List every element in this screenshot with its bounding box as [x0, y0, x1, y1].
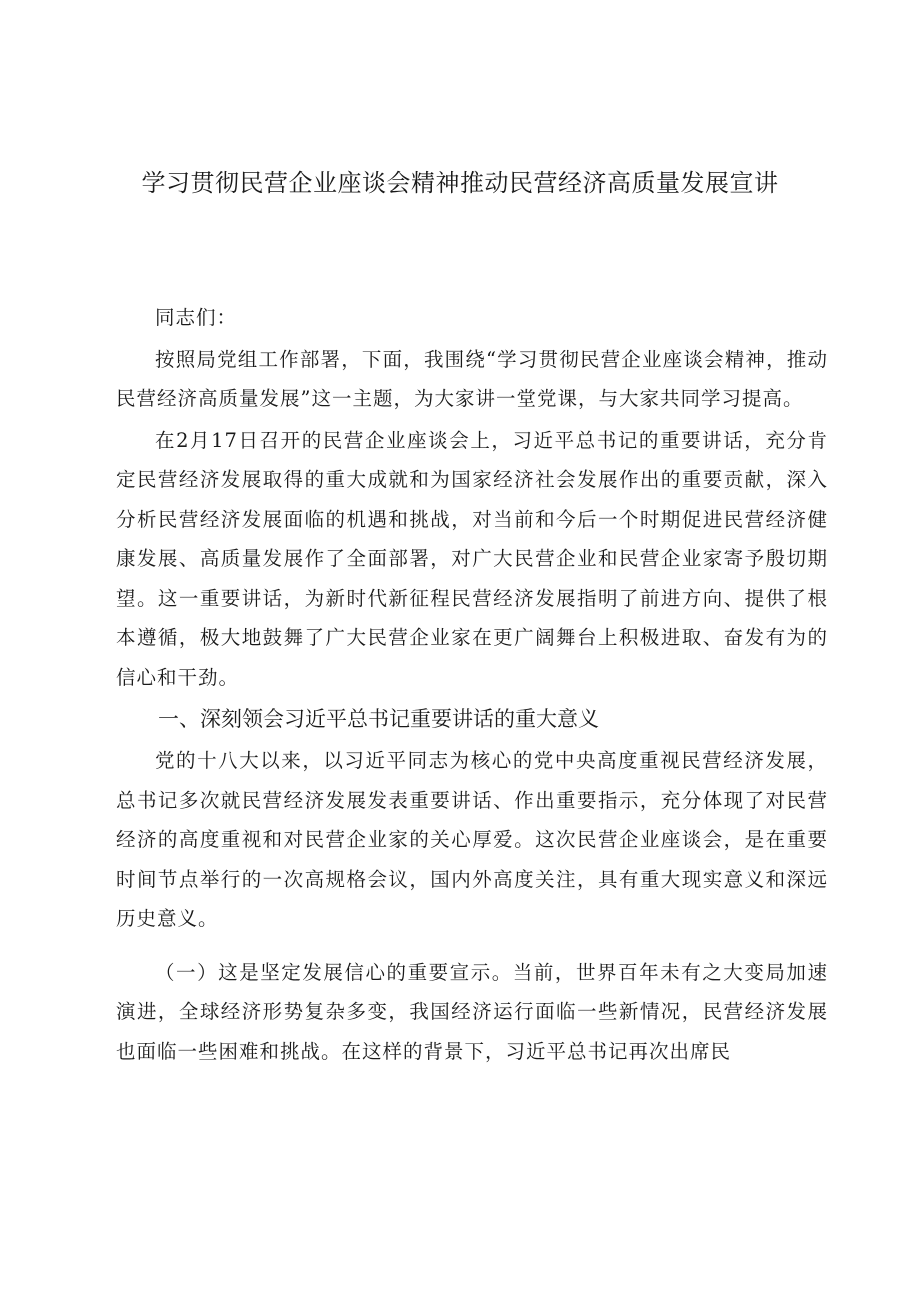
section1-paragraph: 党的十八大以来，以习近平同志为核心的党中央高度重视民营经济发展，总书记多次就民营经济发展发表重要讲话、作出重要指示，充分体现了对民营经济的高度重视和对民营企业家的关心厚爱。这次民营企业座谈会，是在重要时间节点举行的一次高规格会议，国内外高度关注，具有重大现实意义和深远历史意义。	[116, 749, 828, 930]
salutation: 同志们：	[155, 306, 238, 329]
background-paragraph: 在2月17日召开的民营企业座谈会上，习近平总书记的重要讲话，充分肯定民营经济发展取得的重大成就和为国家经济社会发展作出的重要贡献，深入分析民营经济发展面临的机遇和挑战，对当前和今后一个时期促进民营经济健康发展、高质量发展作了全面部署，对广大民营企业和民营企业家寄予殷切期望。这一重要讲话，为新时代新征程民营经济发展指明了前进方向、提供了根本遵循，极大地鼓舞了广大民营企业家在更广阔舞台上积极进取、奋发有为的信心和干劲。	[116, 428, 828, 689]
section-heading-1: 一、深刻领会习近平总书记重要讲话的重大意义	[158, 707, 599, 731]
document-body	[116, 298, 828, 1073]
document-title: 学习贯彻民营企业座谈会精神推动民营经济高质量发展宣讲	[141, 169, 779, 197]
subsection-1-paragraph: （一）这是坚定发展信心的重要宣示。当前，世界百年未有之大变局加速演进，全球经济形势复杂多变，我国经济运行面临一些新情况，民营经济发展也面临一些困难和挑战。在这样的背景下，习近平总书记再次出席民	[116, 960, 828, 1063]
intro-paragraph: 按照局党组工作部署，下面，我围绕“学习贯彻民营企业座谈会精神，推动民营经济高质量发展”这一主题，为大家讲一堂党课，与大家共同学习提高。	[116, 347, 828, 410]
